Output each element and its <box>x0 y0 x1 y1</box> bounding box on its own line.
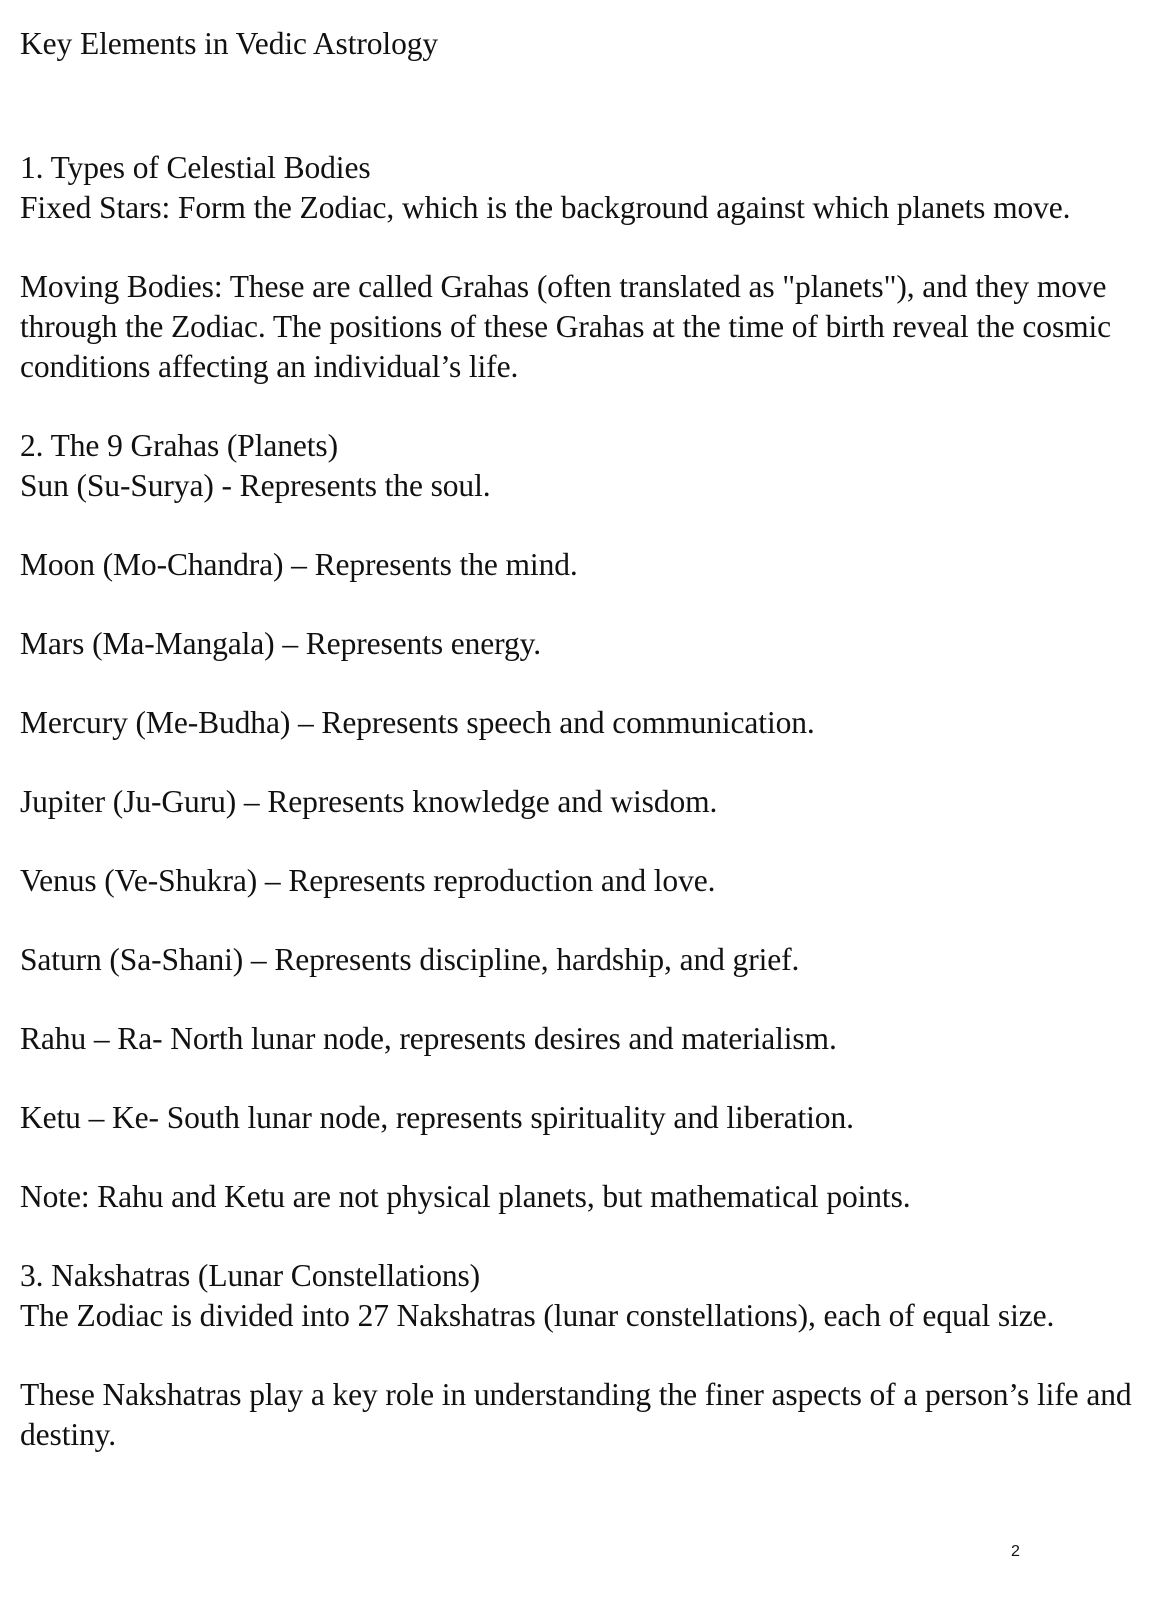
graha-sun: Sun (Su-Surya) - Represents the soul. <box>20 468 491 503</box>
section-2-heading: 2. The 9 Grahas (Planets) <box>20 428 338 463</box>
graha-ketu: Ketu – Ke- South lunar node, represents spirituality and liberation. <box>20 1100 854 1135</box>
nakshatras-role-paragraph: These Nakshatras play a key role in understanding the finer aspects of a person’s life and destiny. <box>20 1377 1132 1452</box>
graha-saturn: Saturn (Sa-Shani) – Represents discipline, hardship, and grief. <box>20 942 800 977</box>
section-1-heading: 1. Types of Celestial Bodies <box>20 150 371 185</box>
page-number: 2 <box>1011 1543 1020 1560</box>
nakshatras-division-paragraph: The Zodiac is divided into 27 Nakshatras (lunar constellations), each of equal size. <box>20 1298 1055 1333</box>
moving-bodies-paragraph: Moving Bodies: These are called Grahas (often translated as "planets"), and they move through the Zodiac. The positions of these Grahas at the time of birth reveal the cosmic conditions affecting an individual’s life. <box>20 269 1112 384</box>
graha-mars: Mars (Ma-Mangala) – Represents energy. <box>20 626 542 661</box>
document-title: Key Elements in Vedic Astrology <box>20 26 439 61</box>
graha-rahu: Rahu – Ra- North lunar node, represents desires and materialism. <box>20 1021 837 1056</box>
graha-moon: Moon (Mo-Chandra) – Represents the mind. <box>20 547 578 582</box>
graha-mercury: Mercury (Me-Budha) – Represents speech and communication. <box>20 705 815 740</box>
section-3-heading: 3. Nakshatras (Lunar Constellations) <box>20 1258 481 1293</box>
graha-venus: Venus (Ve-Shukra) – Represents reproduction and love. <box>20 863 716 898</box>
document-page <box>20 24 1145 1455</box>
fixed-stars-paragraph: Fixed Stars: Form the Zodiac, which is the background against which planets move. <box>20 190 1071 225</box>
graha-jupiter: Jupiter (Ju-Guru) – Represents knowledge and wisdom. <box>20 784 718 819</box>
grahas-note: Note: Rahu and Ketu are not physical planets, but mathematical points. <box>20 1179 911 1214</box>
